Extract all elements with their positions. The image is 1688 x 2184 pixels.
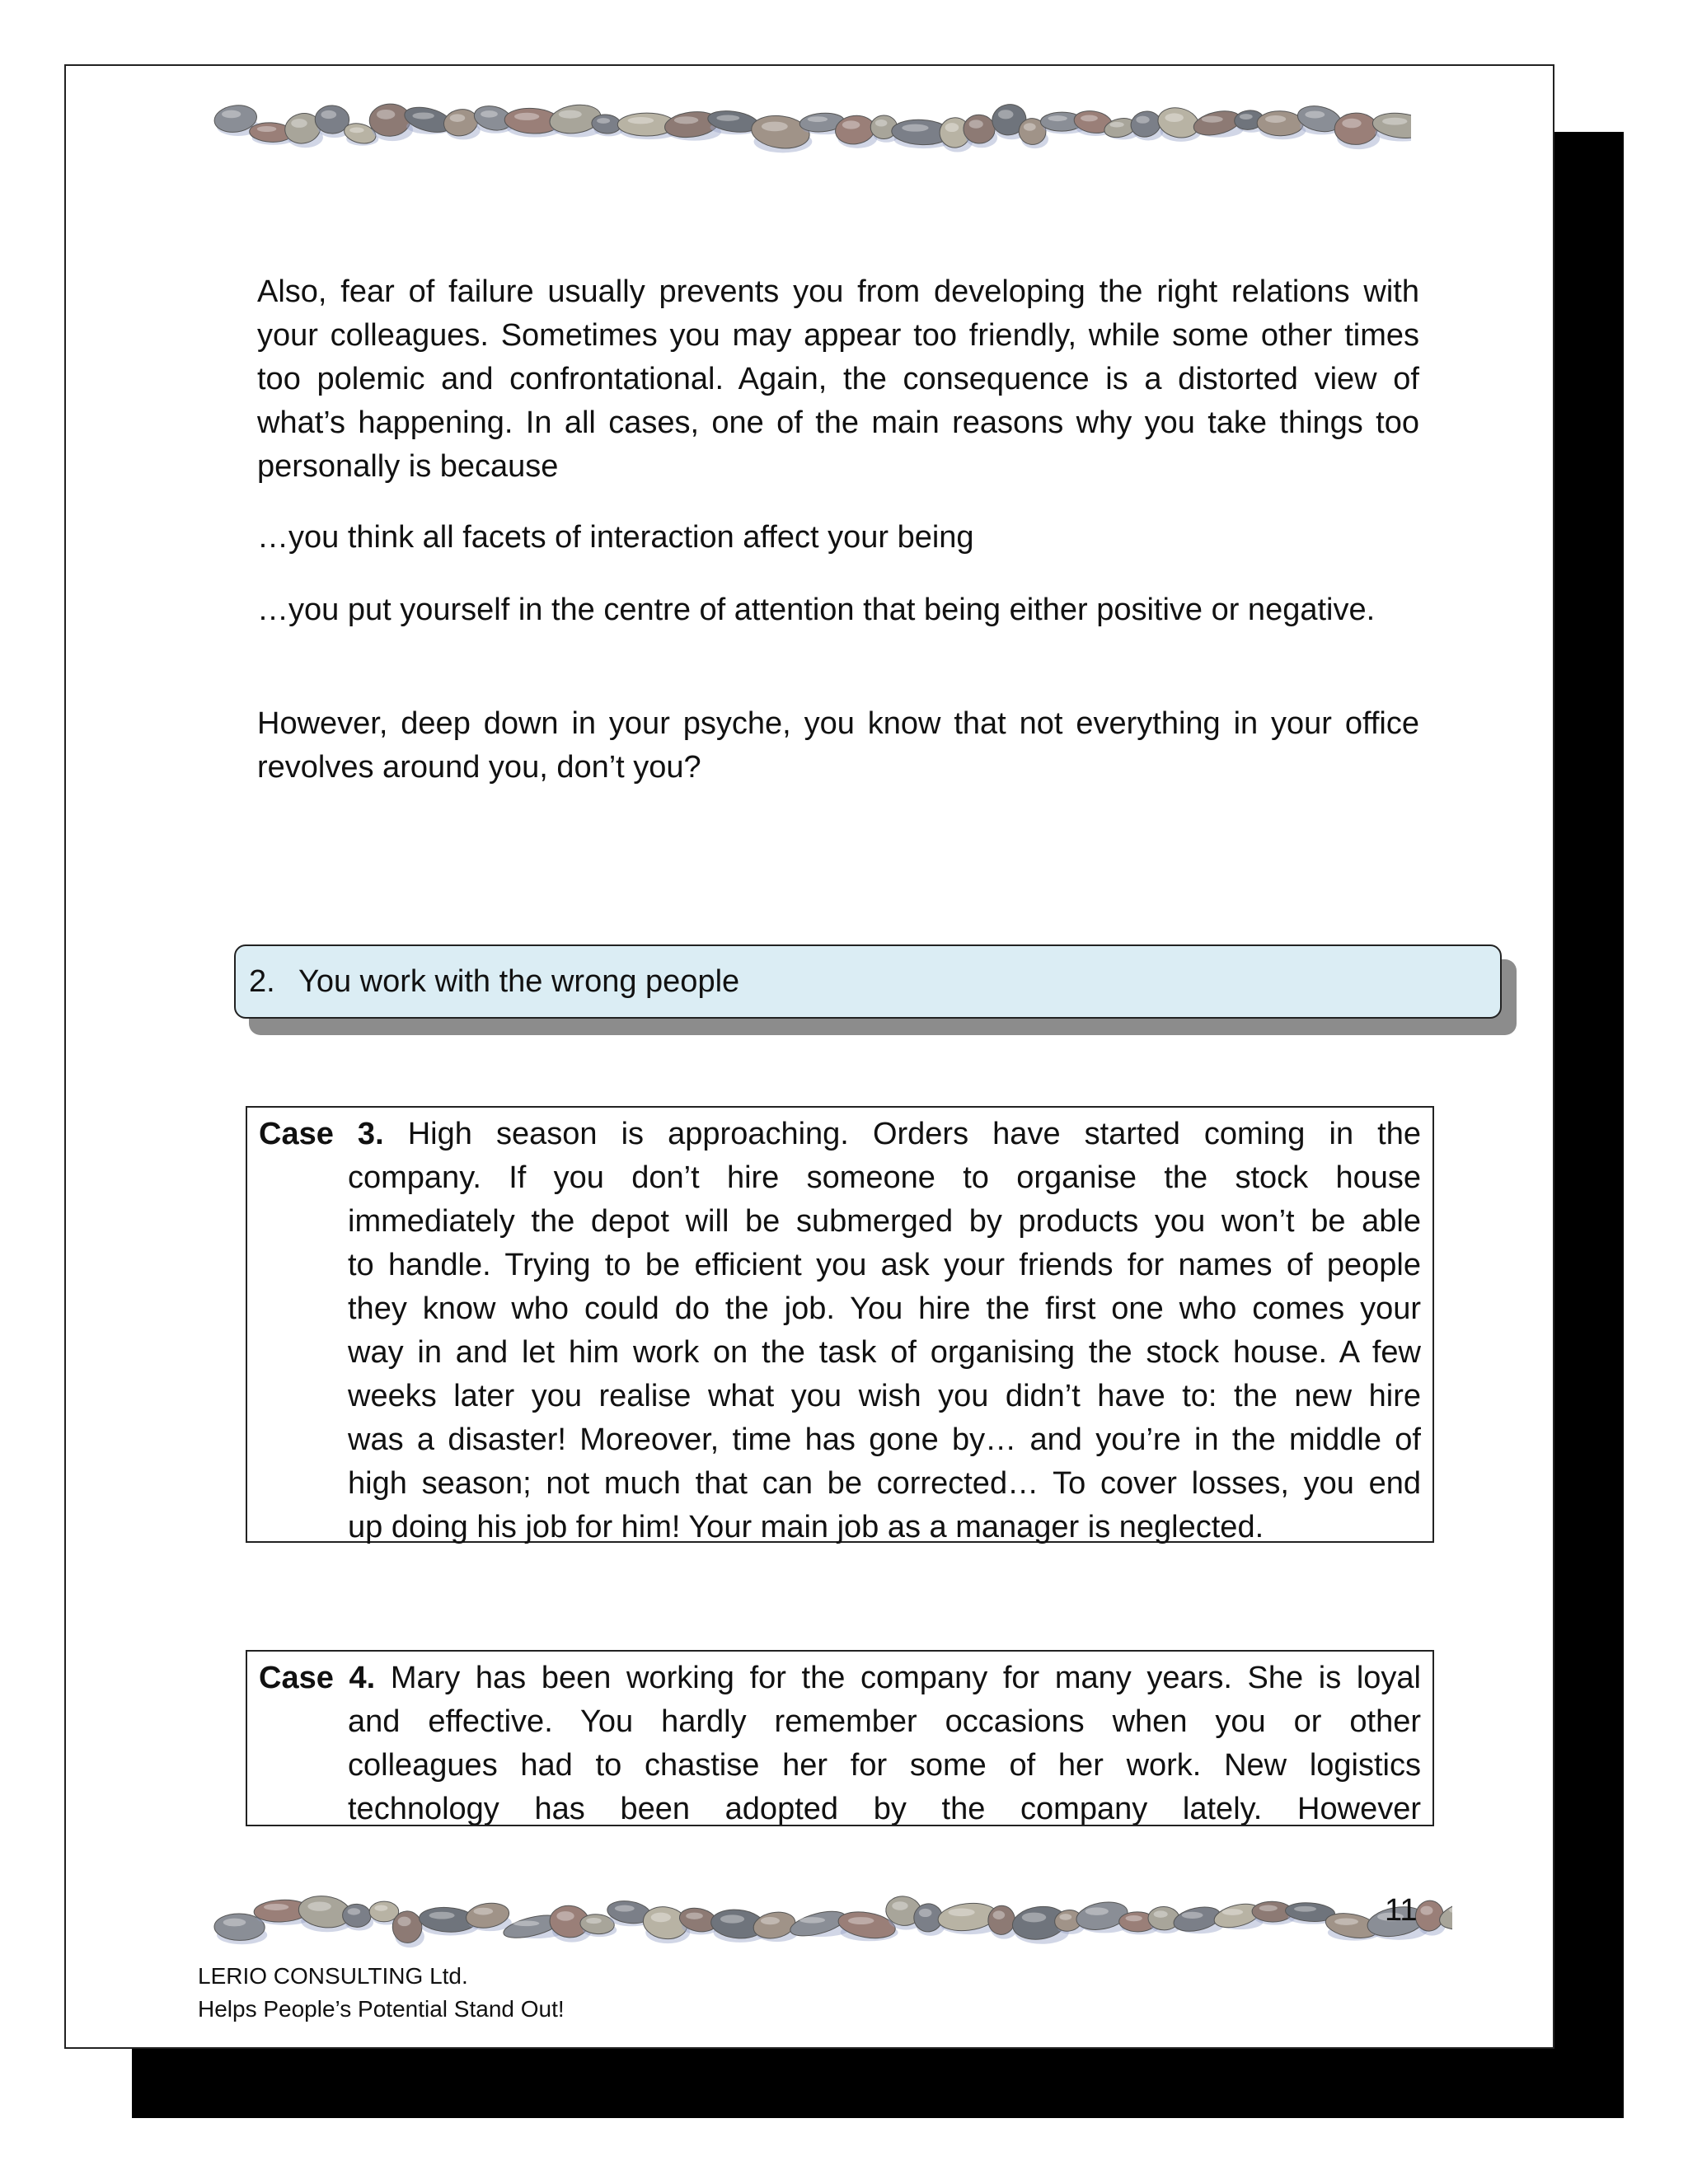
pebble-highlight: [1165, 113, 1184, 122]
pebble-highlight: [1081, 115, 1098, 121]
case-3-line: way in and let him work on the task of organising the stock house. A few: [348, 1335, 1421, 1370]
case-3-line: weeks later you realise what you wish you didn’t have to: the new hire: [348, 1379, 1421, 1413]
pebble-highlight: [556, 1911, 574, 1921]
pebble-highlight: [257, 126, 277, 132]
pebble-highlight: [651, 1913, 671, 1923]
pebble-highlight: [1259, 1905, 1278, 1911]
pebble-highlight: [559, 110, 582, 119]
pebble-highlight: [514, 113, 539, 120]
case-4-line-1: Case 4. Mary has been working for the company for many years. She is loyal: [259, 1661, 1421, 1695]
pebble-highlight: [1154, 1910, 1168, 1918]
pebble-highlight: [762, 122, 788, 132]
pebble-highlight: [1085, 1907, 1109, 1915]
pebble-highlight: [761, 1917, 780, 1924]
pebble: [1334, 113, 1378, 145]
pebble-highlight: [1024, 123, 1036, 131]
pebble-highlight: [1294, 1906, 1316, 1912]
footer-tagline: Helps People’s Potential Stand Out!: [198, 1996, 565, 2022]
pebble-highlight: [291, 119, 307, 128]
pebble-highlight: [348, 1908, 361, 1915]
pebble-highlight: [848, 1917, 874, 1924]
case-3-line: they know who could do the job. You hire the first one who comes your: [348, 1291, 1421, 1326]
pebble-highlight: [948, 1908, 974, 1916]
pebble-highlight: [264, 1904, 288, 1910]
case-3-line: up doing his job for him! Your main job as a manager is neglected.: [348, 1510, 1264, 1544]
case-3-line: immediately the depot will be submerged by products you won’t be able: [348, 1204, 1421, 1239]
pebble-highlight: [716, 115, 739, 121]
section-number: 2.: [249, 964, 275, 999]
pebble-highlight: [842, 120, 860, 129]
pebble-highlight: [1334, 1918, 1358, 1924]
pebble-highlight: [1022, 1913, 1046, 1923]
pebble-highlight: [1182, 1912, 1203, 1919]
pebble-highlight: [429, 1912, 455, 1919]
case-3-line: to handle. Trying to be efficient you ask your friends for names of people: [348, 1248, 1421, 1282]
pebble-highlight: [374, 1905, 387, 1910]
pebble-highlight: [1059, 1914, 1071, 1920]
case-3-line: was a disaster! Moreover, time has gone by… and you’re in the middle of: [348, 1422, 1421, 1457]
pebble-highlight: [1420, 1906, 1432, 1915]
pebble-highlight: [998, 110, 1014, 119]
pebble-border-bottom: [208, 1891, 1452, 1955]
case-3-line: high season; not much that can be corrected… To cover losses, you end: [348, 1466, 1421, 1501]
pebble-highlight: [1126, 1915, 1142, 1921]
pebble-highlight: [919, 1909, 932, 1917]
case-4-line: technology has been adopted by the company lately. However: [348, 1792, 1421, 1826]
pebble-highlight: [674, 116, 698, 124]
case-3-line: company. If you don’t hire someone to organise the stock house: [348, 1160, 1421, 1195]
pebble-highlight: [474, 1908, 494, 1915]
body-paragraph-4: However, deep down in your psyche, you know that not everything in your office revolves around you, don’t you?: [257, 706, 1419, 785]
section-heading: [234, 944, 1502, 1019]
pebble-highlight: [481, 110, 498, 117]
body-paragraph-3: …you put yourself in the centre of attention that being either positive or negative.: [257, 593, 1376, 627]
case-4-line: and effective. You hardly remember occasions when you or other: [348, 1704, 1421, 1739]
case-3-box: [246, 1106, 1434, 1543]
body-paragraph-1: Also, fear of failure usually prevents you from developing the right relations with your colleagues. Sometimes you may appear too friendly, while some other times too polemic and confrontational. Again, the consequence is a distorted view of what’s happening. In all cases, one of the main reasons why you take things too personally is because: [257, 274, 1419, 484]
case-4-line: colleagues had to chastise her for some of her work. New logistics: [348, 1748, 1421, 1783]
pebble-highlight: [222, 110, 241, 119]
pebble-highlight: [1048, 115, 1067, 121]
pebble-highlight: [349, 127, 364, 133]
pebble-highlight: [321, 110, 336, 119]
section-title: You work with the wrong people: [298, 964, 740, 999]
case-3-label: Case 3.: [259, 1117, 384, 1151]
pebble-highlight: [450, 114, 466, 122]
pebble-border-top: [208, 99, 1411, 158]
pebble-highlight: [586, 1918, 602, 1924]
pebble-highlight: [615, 1905, 635, 1912]
pebble-highlight: [993, 1910, 1006, 1919]
pebble-highlight: [720, 1915, 744, 1923]
pebble-highlight: [597, 118, 610, 124]
body-paragraph-2: …you think all facets of interaction affect your being: [257, 520, 974, 555]
pebble-highlight: [808, 116, 828, 122]
pebble-highlight: [513, 1920, 539, 1926]
pebble-highlight: [1240, 114, 1253, 120]
pebble-highlight: [969, 120, 983, 128]
pebble-highlight: [1305, 111, 1325, 119]
pebble-highlight: [223, 1919, 246, 1927]
pebble-highlight: [799, 1917, 825, 1923]
pebble-highlight: [892, 1901, 907, 1910]
page-number: 11: [1385, 1893, 1418, 1928]
pebble-highlight: [377, 110, 395, 120]
pebble-highlight: [945, 123, 959, 132]
pebble-highlight: [1136, 116, 1149, 124]
pebble-highlight: [1342, 119, 1361, 128]
pebble-highlight: [412, 112, 434, 119]
pebble-highlight: [902, 124, 928, 132]
pebble-highlight: [1109, 122, 1123, 128]
pebble-highlight: [307, 1901, 331, 1910]
case-4-label: Case 4.: [259, 1661, 376, 1695]
pebble-highlight: [628, 117, 654, 124]
pebble-highlight: [398, 1917, 411, 1927]
pebble-highlight: [875, 120, 888, 127]
pebble-highlight: [1222, 1909, 1244, 1915]
pebble-highlight: [1265, 115, 1286, 123]
case-4-box: [246, 1650, 1434, 1826]
pebble-highlight: [686, 1913, 703, 1919]
footer: [198, 1960, 565, 2026]
case-3-line-1: Case 3. High season is approaching. Orders have started coming in the: [259, 1117, 1422, 1151]
pebble-highlight: [1382, 118, 1407, 125]
footer-company: LERIO CONSULTING Ltd.: [198, 1963, 468, 1989]
pebble-highlight: [1202, 116, 1223, 123]
